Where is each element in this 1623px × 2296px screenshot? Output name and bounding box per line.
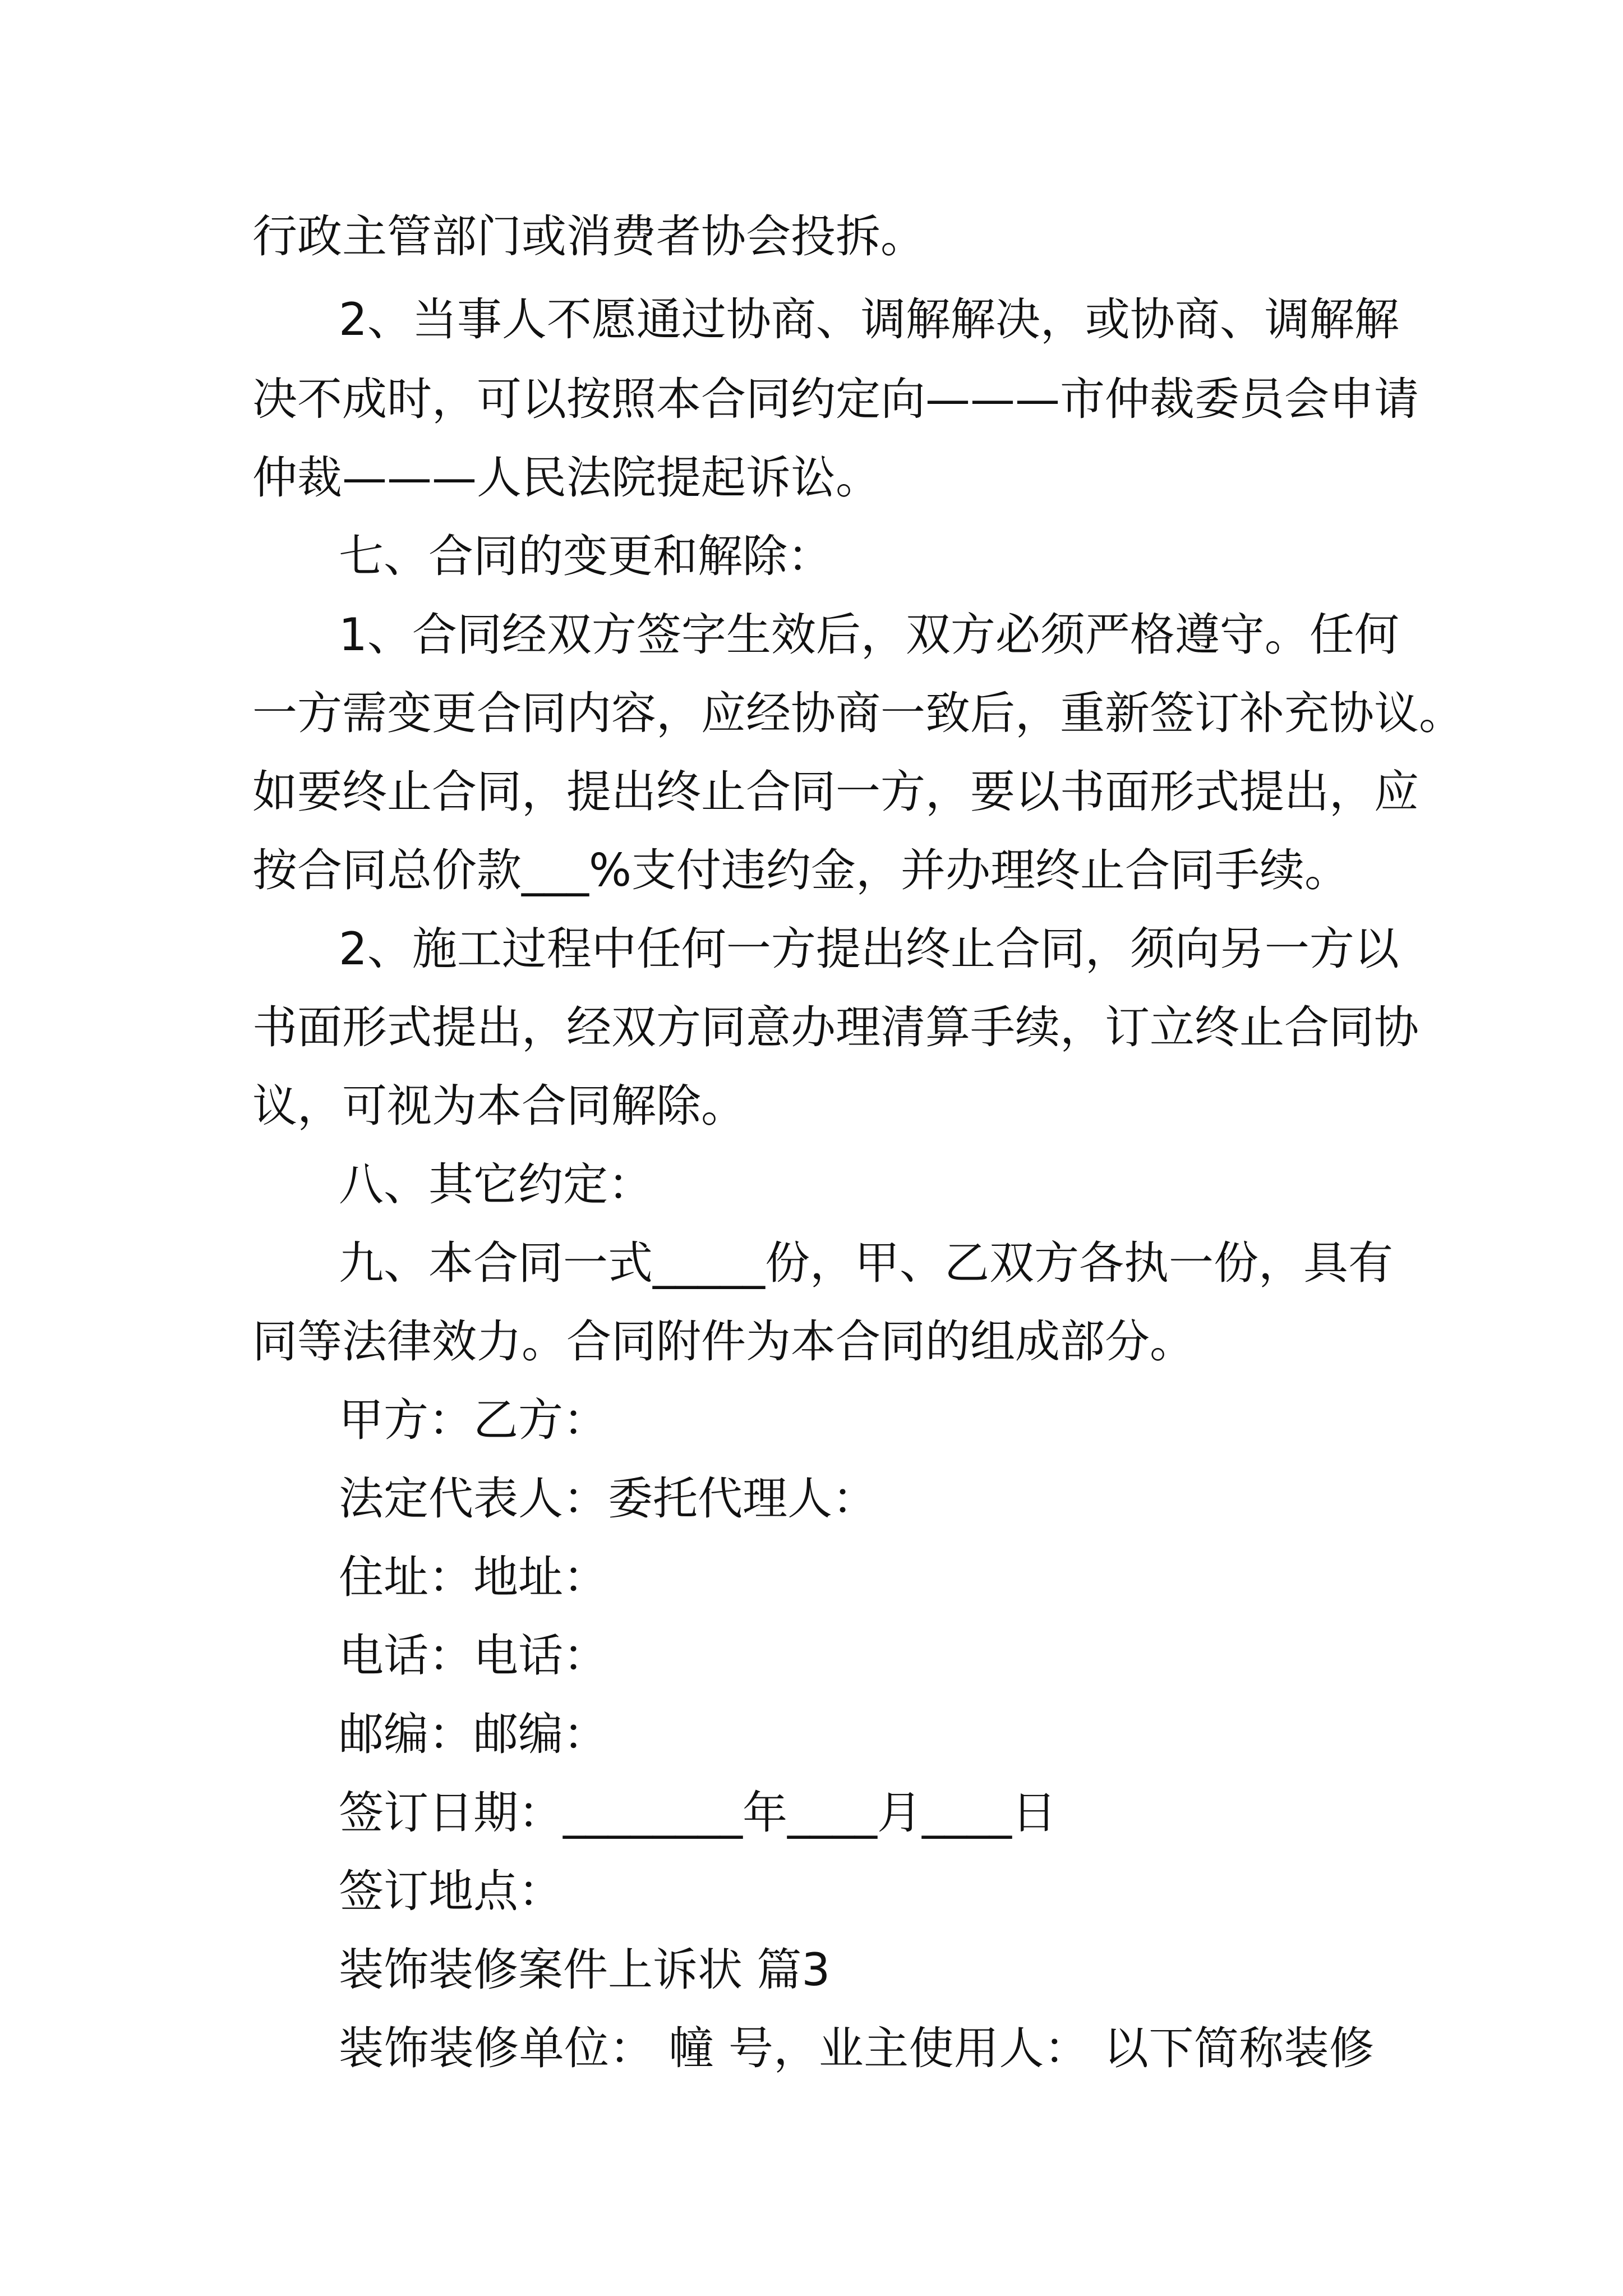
section-heading-7: 七、合同的变更和解除： bbox=[339, 530, 832, 582]
postcode-line: 邮编：邮编： bbox=[339, 1708, 608, 1760]
text-line-14: 九、本合同一式_____份，甲、乙双方各执一份，具有 bbox=[339, 1237, 1393, 1289]
sign-place-line: 签订地点： bbox=[339, 1865, 563, 1917]
sign-date-line: 签订日期：________年____月____日 bbox=[339, 1787, 1057, 1839]
phone-line: 电话：电话： bbox=[339, 1630, 608, 1682]
text-line-24: 装饰装修单位： 幢 号，业主使用人： 以下简称装修 bbox=[339, 2022, 1374, 2074]
text-line-8: 如要终止合同，提出终止合同一方，要以书面形式提出，应 bbox=[252, 766, 1419, 818]
address-line: 住址：地址： bbox=[339, 1551, 608, 1603]
text-line-1: 行政主管部门或消费者协会投拆。 bbox=[252, 210, 925, 263]
text-line-10: 2、施工过程中任何一方提出终止合同，须向另一方以 bbox=[339, 923, 1399, 975]
text-line-15: 同等法律效力。合同附件为本合同的组成部分。 bbox=[252, 1315, 1195, 1368]
text-line-12: 议，可视为本合同解除。 bbox=[252, 1080, 746, 1132]
text-line-6: 1、合同经双方签字生效后，双方必须严格遵守。任何 bbox=[339, 609, 1399, 661]
text-line-9: 按合同总价款___%支付违约金，并办理终止合同手续。 bbox=[252, 844, 1350, 896]
party-line: 甲方：乙方： bbox=[339, 1394, 608, 1446]
section-heading-8: 八、其它约定： bbox=[339, 1158, 653, 1211]
article-title: 装饰装修案件上诉状 篇3 bbox=[339, 1944, 831, 1996]
representative-line: 法定代表人：委托代理人： bbox=[339, 1473, 877, 1525]
text-line-4: 仲裁———人民法院提起诉讼。 bbox=[252, 452, 880, 504]
text-line-2: 2、当事人不愿通过协商、调解解决，或协商、调解解 bbox=[339, 293, 1399, 346]
text-line-7: 一方需变更合同内容，应经协商一致后，重新签订补充协议。 bbox=[252, 687, 1464, 739]
text-line-3: 决不成时，可以按照本合同约定向———市仲裁委员会申请 bbox=[252, 373, 1419, 425]
text-line-11: 书面形式提出，经双方同意办理清算手续，订立终止合同协 bbox=[252, 1001, 1419, 1053]
